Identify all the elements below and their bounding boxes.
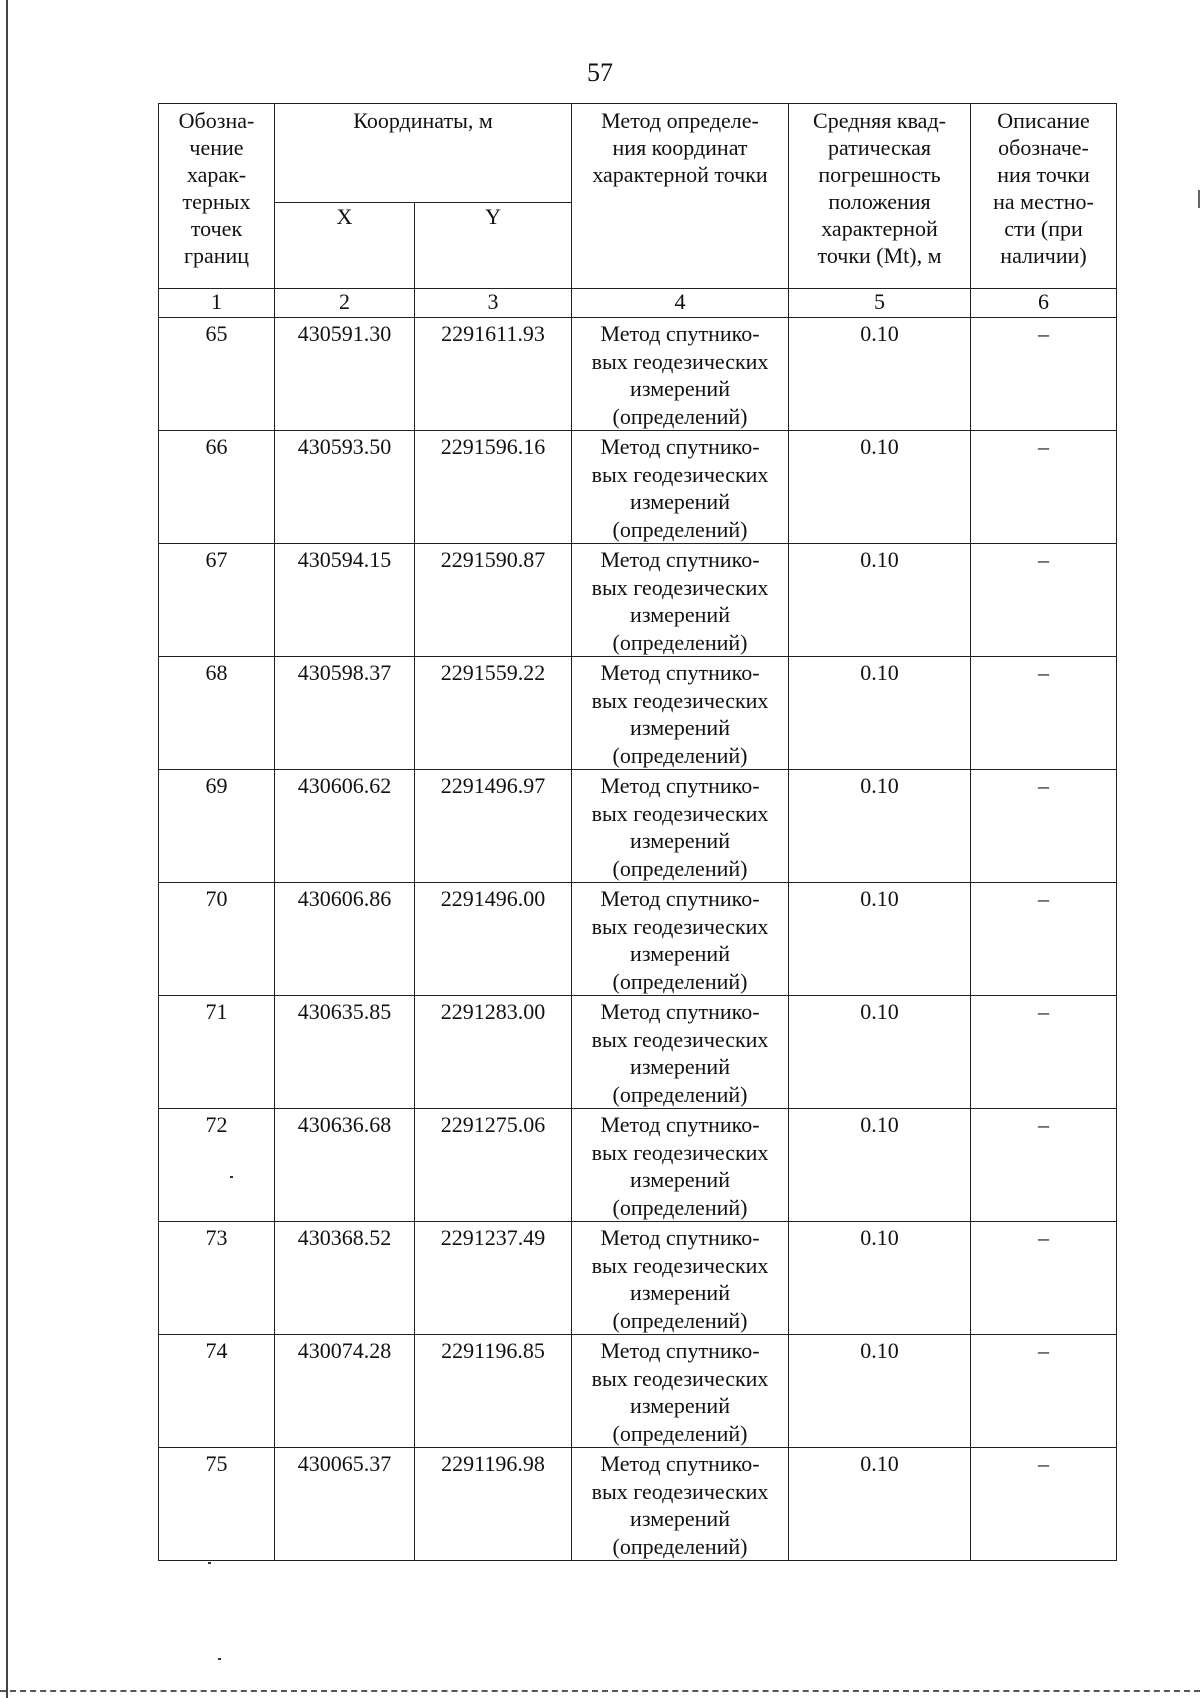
cell-y: 2291611.93 xyxy=(415,318,572,431)
cell-mt: 0.10 xyxy=(789,657,971,770)
cell-x: 430606.62 xyxy=(275,770,415,883)
cell-x: 430591.30 xyxy=(275,318,415,431)
table-row xyxy=(159,1448,1117,1561)
cell-description: – xyxy=(971,770,1117,883)
cell-method: Метод спутнико- вых геодезических измерений (определений) xyxy=(572,1335,789,1448)
table-row xyxy=(159,996,1117,1109)
cell-x: 430368.52 xyxy=(275,1222,415,1335)
cell-x: 430593.50 xyxy=(275,431,415,544)
scan-bottom-edge xyxy=(0,1690,1200,1692)
cell-mt: 0.10 xyxy=(789,1448,971,1561)
cell-method: Метод спутнико- вых геодезических измерений (определений) xyxy=(572,1109,789,1222)
scan-left-edge xyxy=(6,0,8,1698)
cell-x: 430606.86 xyxy=(275,883,415,996)
cell-mt: 0.10 xyxy=(789,883,971,996)
cell-mt: 0.10 xyxy=(789,996,971,1109)
cell-method: Метод спутнико- вых геодезических измерений (определений) xyxy=(572,770,789,883)
cell-point: 68 xyxy=(159,657,275,770)
header-row xyxy=(159,104,1117,203)
column-number: 3 xyxy=(415,289,572,318)
cell-y: 2291596.16 xyxy=(415,431,572,544)
table-row xyxy=(159,544,1117,657)
cell-mt: 0.10 xyxy=(789,431,971,544)
cell-method: Метод спутнико- вых геодезических измерений (определений) xyxy=(572,883,789,996)
coordinates-table xyxy=(158,103,1117,1561)
cell-x: 430594.15 xyxy=(275,544,415,657)
header-point-designation: Обозна- чение харак- терных точек границ xyxy=(159,104,275,289)
cell-method: Метод спутнико- вых геодезических измерений (определений) xyxy=(572,1222,789,1335)
cell-mt: 0.10 xyxy=(789,1335,971,1448)
cell-y: 2291196.98 xyxy=(415,1448,572,1561)
cell-mt: 0.10 xyxy=(789,1109,971,1222)
table-row xyxy=(159,1335,1117,1448)
cell-x: 430598.37 xyxy=(275,657,415,770)
column-number: 2 xyxy=(275,289,415,318)
cell-point: 72 xyxy=(159,1109,275,1222)
table-row xyxy=(159,657,1117,770)
cell-description: – xyxy=(971,1335,1117,1448)
cell-y: 2291275.06 xyxy=(415,1109,572,1222)
cell-y: 2291590.87 xyxy=(415,544,572,657)
table-body xyxy=(159,318,1117,1561)
cell-method: Метод спутнико- вых геодезических измерений (определений) xyxy=(572,318,789,431)
scan-speck xyxy=(230,1176,233,1178)
table-row xyxy=(159,770,1117,883)
cell-point: 71 xyxy=(159,996,275,1109)
cell-method: Метод спутнико- вых геодезических измерений (определений) xyxy=(572,996,789,1109)
scan-speck xyxy=(218,1658,221,1660)
cell-method: Метод спутнико- вых геодезических измерений (определений) xyxy=(572,544,789,657)
cell-description: – xyxy=(971,1448,1117,1561)
cell-y: 2291237.49 xyxy=(415,1222,572,1335)
table-row xyxy=(159,318,1117,431)
cell-y: 2291496.97 xyxy=(415,770,572,883)
header-y: Y xyxy=(415,203,572,289)
page-number: 57 xyxy=(587,58,613,87)
cell-x: 430635.85 xyxy=(275,996,415,1109)
cell-description: – xyxy=(971,883,1117,996)
cell-mt: 0.10 xyxy=(789,544,971,657)
header-x: X xyxy=(275,203,415,289)
cell-y: 2291283.00 xyxy=(415,996,572,1109)
header-method: Метод определе- ния координат характерной точки xyxy=(572,104,789,289)
cell-mt: 0.10 xyxy=(789,318,971,431)
cell-method: Метод спутнико- вых геодезических измерений (определений) xyxy=(572,657,789,770)
cell-y: 2291196.85 xyxy=(415,1335,572,1448)
table-row xyxy=(159,1109,1117,1222)
cell-mt: 0.10 xyxy=(789,770,971,883)
column-number: 5 xyxy=(789,289,971,318)
cell-x: 430065.37 xyxy=(275,1448,415,1561)
cell-point: 75 xyxy=(159,1448,275,1561)
cell-point: 69 xyxy=(159,770,275,883)
column-number-row xyxy=(159,289,1117,318)
cell-point: 74 xyxy=(159,1335,275,1448)
header-description: Описание обозначе- ния точки на местно- сти (при наличии) xyxy=(971,104,1117,289)
cell-method: Метод спутнико- вых геодезических измерений (определений) xyxy=(572,431,789,544)
cell-point: 73 xyxy=(159,1222,275,1335)
cell-x: 430636.68 xyxy=(275,1109,415,1222)
column-number: 6 xyxy=(971,289,1117,318)
cell-point: 67 xyxy=(159,544,275,657)
scan-speck xyxy=(208,1562,211,1564)
cell-point: 65 xyxy=(159,318,275,431)
cell-x: 430074.28 xyxy=(275,1335,415,1448)
cell-description: – xyxy=(971,544,1117,657)
cell-description: – xyxy=(971,996,1117,1109)
cell-description: – xyxy=(971,318,1117,431)
header-error: Средняя квад- ратическая погрешность положения характерной точки (Mt), м xyxy=(789,104,971,289)
cell-mt: 0.10 xyxy=(789,1222,971,1335)
cell-description: – xyxy=(971,657,1117,770)
column-number: 1 xyxy=(159,289,275,318)
cell-point: 70 xyxy=(159,883,275,996)
cell-y: 2291496.00 xyxy=(415,883,572,996)
table-row xyxy=(159,883,1117,996)
cell-description: – xyxy=(971,1222,1117,1335)
cell-description: – xyxy=(971,431,1117,544)
column-number: 4 xyxy=(572,289,789,318)
cell-y: 2291559.22 xyxy=(415,657,572,770)
cell-point: 66 xyxy=(159,431,275,544)
table-row xyxy=(159,1222,1117,1335)
cell-description: – xyxy=(971,1109,1117,1222)
table-row xyxy=(159,431,1117,544)
cell-method: Метод спутнико- вых геодезических измерений (определений) xyxy=(572,1448,789,1561)
header-coordinates: Координаты, м xyxy=(275,104,572,203)
